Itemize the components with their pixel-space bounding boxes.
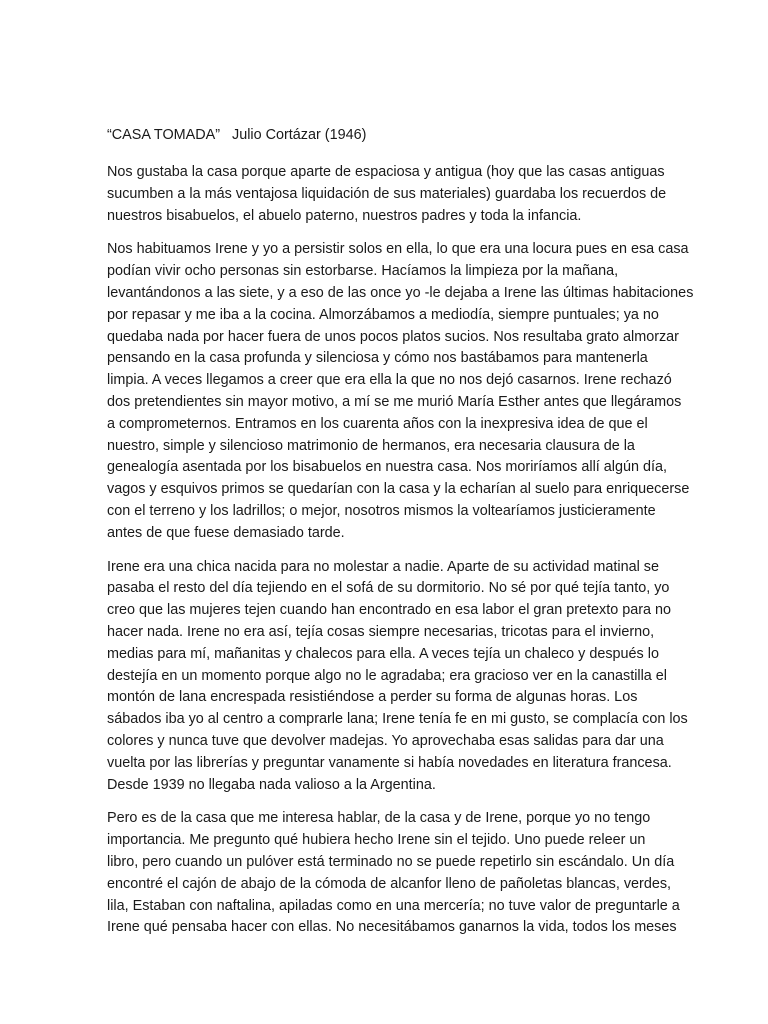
text-line: medias para mí, mañanitas y chalecos para ella. A veces tejía un chaleco y después lo	[107, 645, 659, 662]
text-line: montón de lana encrespada resistiéndose a perder su forma de algunas horas. Los	[107, 689, 638, 706]
paragraph-4	[107, 808, 680, 939]
paragraph-1	[107, 162, 667, 227]
text-line: libro, pero cuando un pulóver está terminado no se puede repetirlo sin escándalo. Un día	[107, 853, 675, 870]
text-line: nuestro, simple y silencioso matrimonio de hermanos, era necesaria clausura de la	[107, 437, 635, 454]
text-line: vuelta por las librerías y preguntar vanamente si había novedades en literatura francesa.	[107, 754, 672, 771]
text-line: colores y nunca tuve que devolver madejas. Yo aprovechaba esas salidas para dar una	[107, 732, 664, 749]
paragraph-3	[107, 557, 688, 797]
text-line: quedaba nada por hacer fuera de unos pocos platos sucios. Nos resultaba grato almorzar	[107, 328, 679, 345]
text-line: importancia. Me pregunto qué hubiera hecho Irene sin el tejido. Uno puede releer un	[107, 832, 646, 849]
text-line: limpia. A veces llegamos a creer que era ella la que no nos dejó casarnos. Irene rechazó	[107, 372, 672, 389]
text-line: por repasar y me iba a la cocina. Almorzábamos a mediodía, siempre puntuales; ya no	[107, 306, 659, 323]
text-line: Nos habituamos Irene y yo a persistir solos en ella, lo que era una locura pues en esa casa	[107, 241, 689, 258]
text-line: dos pretendientes sin mayor motivo, a mí se me murió María Esther antes que llegáramos	[107, 393, 682, 410]
paragraph-2	[107, 239, 694, 544]
text-line: con el terreno y los ladrillos; o mejor, nosotros mismos la voltearíamos justicieramente	[107, 502, 656, 519]
document-page	[107, 124, 694, 951]
text-line: podían vivir ocho personas sin estorbarse. Hacíamos la limpieza por la mañana,	[107, 263, 619, 280]
text-line: antes de que fuese demasiado tarde.	[107, 524, 345, 541]
text-line: genealogía asentada por los bisabuelos en nuestra casa. Nos moriríamos allí algún día,	[107, 459, 667, 476]
text-line: sábados iba yo al centro a comprarle lana; Irene tenía fe en mi gusto, se complacía con los	[107, 711, 688, 728]
text-line: hacer nada. Irene no era así, tejía cosas siempre necesarias, tricotas para el invierno,	[107, 623, 655, 640]
text-line: pensando en la casa profunda y silenciosa y cómo nos bastábamos para mantenerla	[107, 350, 648, 367]
text-line: a comprometernos. Entramos en los cuarenta años con la inexpresiva idea de que el	[107, 415, 648, 432]
document-title: “CASA TOMADA” Julio Cortázar (1946)	[107, 127, 367, 143]
text-line: lila, Estaban con naftalina, apiladas como en una mercería; no tuve valor de preguntarle a	[107, 897, 680, 914]
text-line: Desde 1939 no llegaba nada valioso a la Argentina.	[107, 776, 436, 793]
text-line: Irene era una chica nacida para no molestar a nadie. Aparte de su actividad matinal se	[107, 558, 659, 575]
text-line: sucumben a la más ventajosa liquidación de sus materiales) guardaba los recuerdos de	[107, 185, 667, 202]
text-line: destejía en un momento porque algo no le agradaba; era gracioso ver en la canastilla el	[107, 667, 667, 684]
text-line: levantándonos a las siete, y a eso de las once yo -le dejaba a Irene las últimas habitaciones	[107, 284, 694, 301]
text-line: Pero es de la casa que me interesa hablar, de la casa y de Irene, porque yo no tengo	[107, 810, 651, 827]
text-line: Irene qué pensaba hacer con ellas. No necesitábamos ganarnos la vida, todos los meses	[107, 919, 677, 936]
text-line: vagos y esquivos primos se quedarían con la casa y la echarían al suelo para enriquecerse	[107, 481, 690, 498]
text-line: pasaba el resto del día tejiendo en el sofá de su dormitorio. No sé por qué tejía tanto, yo	[107, 580, 670, 597]
text-line: creo que las mujeres tejen cuando han encontrado en esa labor el gran pretexto para no	[107, 602, 672, 619]
text-line: Nos gustaba la casa porque aparte de espaciosa y antigua (hoy que las casas antiguas	[107, 164, 665, 180]
text-line: encontré el cajón de abajo de la cómoda de alcanfor lleno de pañoletas blancas, verdes,	[107, 875, 672, 892]
text-line: nuestros bisabuelos, el abuelo paterno, nuestros padres y toda la infancia.	[107, 207, 582, 224]
